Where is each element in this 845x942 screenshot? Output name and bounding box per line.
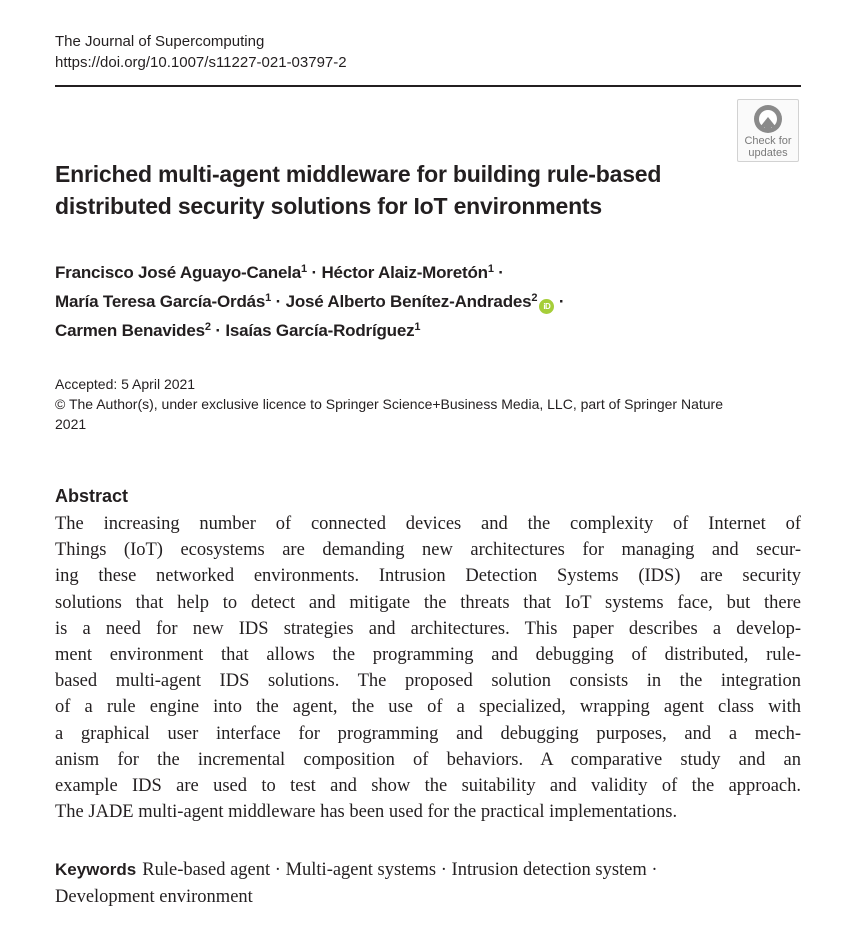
abstract-line: based multi-agent IDS solutions. The proposed solution consists in the integration (55, 671, 801, 692)
author-name[interactable]: María Teresa García-Ordás (55, 292, 266, 311)
author-separator: · (498, 263, 504, 282)
author-affiliation: 1 (414, 321, 421, 333)
abstract-line: a graphical user interface for programming and debugging purposes, and a mech- (55, 723, 801, 744)
author-affiliation: 1 (265, 292, 272, 304)
header-divider (55, 85, 801, 87)
accepted-date: Accepted: 5 April 2021 (55, 376, 196, 392)
keywords-line-2: Development environment (55, 886, 253, 907)
abstract-line: of a rule engine into the agent, the use of a specialized, wrapping agent class with (55, 697, 801, 718)
author-separator: · (275, 292, 282, 311)
author-separator: · (558, 292, 565, 311)
author-affiliation: 1 (301, 263, 307, 275)
title-line-2: distributed security solutions for IoT environments (55, 193, 602, 219)
author-name[interactable]: Francisco José Aguayo-Canela (55, 263, 302, 282)
author-line-1 (55, 258, 564, 287)
title-line-1: Enriched multi-agent middleware for building rule-based (55, 161, 662, 187)
keywords-label: Keywords (55, 860, 137, 879)
author-name[interactable]: Isaías García-Rodríguez (225, 321, 415, 340)
check-for-updates-badge[interactable] (737, 99, 799, 162)
author-list (55, 258, 564, 345)
journal-name: The Journal of Supercomputing (55, 33, 265, 50)
copyright-line-2: 2021 (55, 416, 87, 432)
author-name[interactable]: José Alberto Benítez-Andrades (285, 292, 532, 311)
copyright-line-1: © The Author(s), under exclusive licence to Springer Science+Business Media, LLC, part of Springer Nature (55, 396, 724, 412)
author-name[interactable]: Carmen Benavides (55, 321, 205, 340)
abstract-line: is a need for new IDS strategies and architectures. This paper describes a develop- (55, 618, 801, 639)
check-for-updates-line2: updates (748, 147, 788, 159)
keywords-line-1 (55, 857, 801, 884)
publication-meta (55, 374, 723, 434)
author-affiliation: 2 (531, 292, 538, 304)
author-separator: · (215, 321, 221, 340)
author-affiliation: 1 (487, 263, 494, 275)
author-line-2 (55, 287, 564, 316)
abstract-line: ing these networked environments. Intrusion Detection Systems (IDS) are security (55, 566, 801, 587)
abstract-line: The increasing number of connected devices and the complexity of Internet of (55, 514, 801, 534)
abstract-line: The JADE multi-agent middleware has been used for the practical implementations. (55, 802, 678, 823)
journal-header (55, 31, 347, 73)
doi-link[interactable]: https://doi.org/10.1007/s11227-021-03797-2 (55, 54, 347, 71)
author-line-3 (55, 316, 564, 345)
author-name[interactable]: Héctor Alaiz-Moretón (321, 263, 488, 282)
abstract-line: anism for the incremental composition of behaviors. A comparative study and an (55, 749, 801, 770)
orcid-icon[interactable]: iD (539, 299, 554, 314)
abstract-body (55, 511, 801, 825)
author-separator: · (311, 263, 317, 282)
check-for-updates-line1: Check for (744, 135, 792, 147)
abstract-line: example IDS are used to test and show the suitability and validity of the approach. (55, 775, 801, 796)
author-affiliation: 2 (204, 321, 211, 333)
keywords-list-1: Rule-based agent · Multi-agent systems · Intrusion detection system · (142, 860, 658, 880)
abstract-line: solutions that help to detect and mitigate the threats that IoT systems face, but there (55, 592, 801, 613)
check-for-updates-icon (752, 103, 784, 135)
abstract-heading: Abstract (55, 486, 129, 506)
abstract-line: Things (IoT) ecosystems are demanding new architectures for managing and secur- (55, 540, 801, 561)
paper-title (55, 158, 745, 222)
abstract-line: ment environment that allows the programming and debugging of distributed, rule- (55, 644, 801, 665)
keywords-section (55, 857, 801, 910)
